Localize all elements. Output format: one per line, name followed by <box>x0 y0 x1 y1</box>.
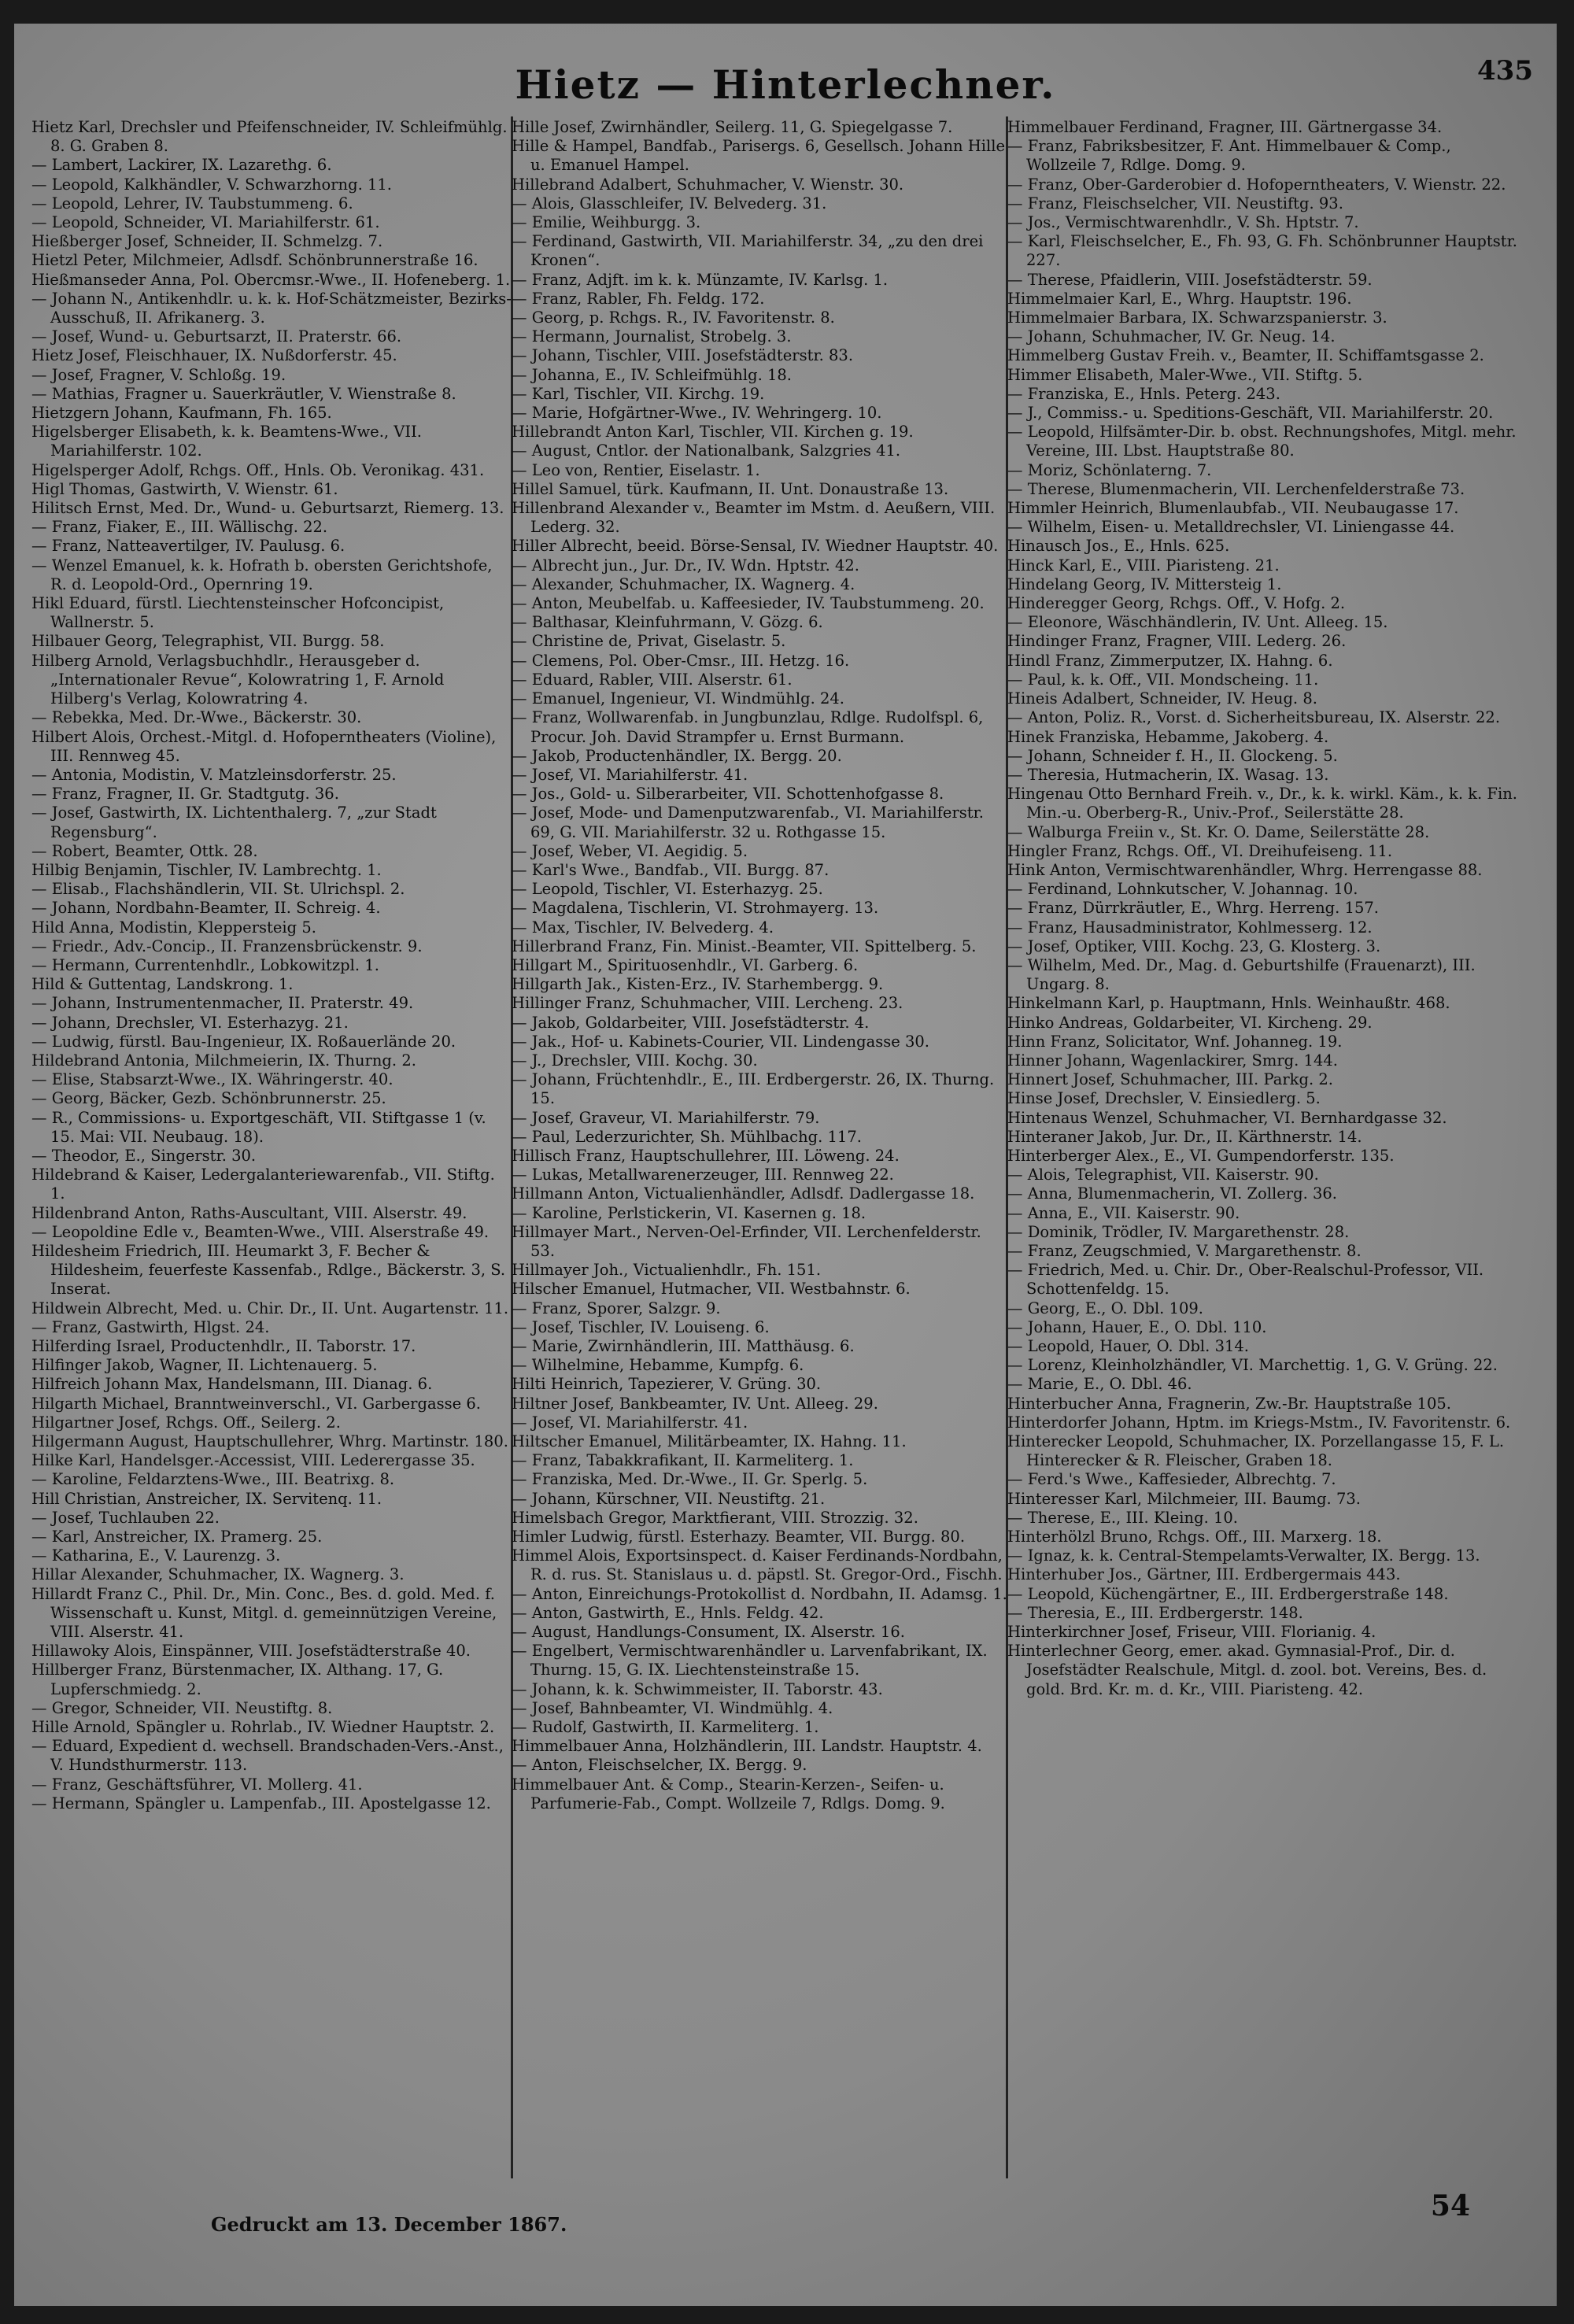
directory-entry: — Leopold, Schneider, VI. Mariahilferstr. 61. <box>31 213 380 232</box>
directory-entry: Himmelmaier Karl, E., Whrg. Hauptstr. 196. <box>1007 289 1352 308</box>
directory-entry: — Ferdinand, Gastwirth, VII. Mariahilferstr. 34, „zu den drei Kronen“. <box>512 232 984 270</box>
directory-entry: Hilgermann August, Hauptschullehrer, Whrg. Martinstr. 180. <box>31 1432 508 1451</box>
directory-entry: — Josef, Tuchlauben 22. <box>31 1508 220 1527</box>
directory-entry: — Marie, Hofgärtner-Wwe., IV. Wehringerg. 10. <box>512 404 882 423</box>
directory-entry: Hinnert Josef, Schuhmacher, III. Parkg. 2. <box>1007 1070 1333 1089</box>
directory-entry: Hintenaus Wenzel, Schuhmacher, VI. Bernhardgasse 32. <box>1007 1108 1447 1127</box>
directory-entry: Himmel Alois, Exportsinspect. d. Kaiser Ferdinands-Nordbahn, R. d. rus. St. Stanislaus u. d. päpstl. St. Gregor-Ord., Fischh. <box>512 1546 1003 1584</box>
directory-entry: — Josef, Wund- u. Geburtsarzt, II. Praterstr. 66. <box>31 327 402 346</box>
directory-entry: Hillgart M., Spirituosenhdlr., VI. Garberg. 6. <box>512 955 859 974</box>
directory-entry: Hill Christian, Anstreicher, IX. Servitenq. 11. <box>31 1489 382 1508</box>
directory-entry: — Hermann, Currentenhdlr., Lobkowitzpl. 1. <box>31 955 379 974</box>
directory-entry: — Lambert, Lackirer, IX. Lazarethg. 6. <box>31 156 332 175</box>
directory-entry: Himler Ludwig, fürstl. Esterhazy. Beamter, VII. Burgg. 80. <box>512 1528 966 1546</box>
directory-entry: Hinteresser Karl, Milchmeier, III. Baumg. 73. <box>1007 1489 1361 1508</box>
directory-entry: — Johann N., Antikenhdlr. u. k. k. Hof-Schätzmeister, Bezirks-Ausschuß, II. Afrikanerg. 3. <box>31 289 512 327</box>
directory-entry: Hildesheim Friedrich, III. Heumarkt 3, F. Becher & Hildesheim, feuerfeste Kassenfab., Rdlge., Bäckerstr. 3, S. Inserat. <box>31 1241 506 1299</box>
directory-entry: Himelsbach Gregor, Marktfierant, VIII. Strozzig. 32. <box>512 1508 918 1527</box>
directory-entry: — Jos., Gold- u. Silberarbeiter, VII. Schottenhofgasse 8. <box>512 785 944 804</box>
column-1 <box>31 118 512 2180</box>
directory-entry: — Johann, Schuhmacher, IV. Gr. Neug. 14. <box>1007 327 1336 346</box>
directory-entry: Himmelberg Gustav Freih. v., Beamter, II. Schiffamtsgasse 2. <box>1007 346 1484 365</box>
directory-entry: — Eduard, Rabler, VIII. Alserstr. 61. <box>512 670 793 689</box>
directory-entry: Hildebrand & Kaiser, Ledergalanteriewarenfab., VII. Stiftg. 1. <box>31 1166 495 1203</box>
directory-entry: Hillenbrand Alexander v., Beamter im Mstm. d. Aeußern, VIII. Lederg. 32. <box>512 499 996 537</box>
directory-entry: — Elise, Stabsarzt-Wwe., IX. Währingerstr. 40. <box>31 1070 394 1089</box>
directory-entry: Hilbig Benjamin, Tischler, IV. Lambrechtg. 1. <box>31 860 382 879</box>
directory-entry: — Karoline, Perlstickerin, VI. Kasernen g. 18. <box>512 1203 866 1222</box>
directory-entry: — Franz, Tabakkrafikant, II. Karmeliterg. 1. <box>512 1451 854 1470</box>
directory-entry: — Franz, Hausadministrator, Kohlmesserg. 12. <box>1007 918 1373 937</box>
directory-entry: — Anton, Poliz. R., Vorst. d. Sicherheitsbureau, IX. Alserstr. 22. <box>1007 708 1501 727</box>
directory-entry: — Moriz, Schönlaterng. 7. <box>1007 460 1212 479</box>
directory-entry: Hillmann Anton, Victualienhändler, Adlsdf. Dadlergasse 18. <box>512 1184 975 1203</box>
directory-entry: — Johanna, E., IV. Schleifmühlg. 18. <box>512 365 792 384</box>
directory-entry: — Franz, Sporer, Salzgr. 9. <box>512 1299 721 1317</box>
directory-entry: Hiller Albrecht, beeid. Börse-Sensal, IV. Wiedner Hauptstr. 40. <box>512 537 999 556</box>
directory-entry: — Franziska, Med. Dr.-Wwe., II. Gr. Sperlg. 5. <box>512 1470 868 1489</box>
directory-entry: Hinterkirchner Josef, Friseur, VIII. Florianig. 4. <box>1007 1623 1376 1642</box>
directory-entry: — Emanuel, Ingenieur, VI. Windmühlg. 24. <box>512 689 844 708</box>
column-2 <box>512 118 1007 2180</box>
directory-entry: — Franz, Adjft. im k. k. Münzamte, IV. Karlsg. 1. <box>512 270 889 289</box>
directory-entry: — Wenzel Emanuel, k. k. Hofrath b. obersten Gerichtshofe, R. d. Leopold-Ord., Opernring 19. <box>31 556 493 593</box>
directory-entry: Hinek Franziska, Hebamme, Jakoberg. 4. <box>1007 727 1329 746</box>
page-number: 435 <box>1477 55 1533 87</box>
directory-entry: — Friedrich, Med. u. Chir. Dr., Ober-Realschul-Professor, VII. Schottenfeldg. 15. <box>1007 1261 1484 1299</box>
directory-entry: — Engelbert, Vermischtwarenhändler u. Larvenfabrikant, IX. Thurng. 15, G. IX. Liechtensteinstraße 15. <box>512 1642 988 1679</box>
directory-entry: — Anton, Fleischselcher, IX. Bergg. 9. <box>512 1756 807 1775</box>
directory-entry: — Josef, Bahnbeamter, VI. Windmühlg. 4. <box>512 1698 833 1717</box>
directory-entry: Hillmayer Mart., Nerven-Oel-Erfinder, VII. Lerchenfelderstr. 53. <box>512 1222 981 1260</box>
directory-entry: — Paul, Lederzurichter, Sh. Mühlbachg. 117. <box>512 1127 862 1146</box>
directory-entry: Hillerbrand Franz, Fin. Minist.-Beamter, VII. Spittelberg. 5. <box>512 937 977 955</box>
directory-entry: Hinterecker Leopold, Schuhmacher, IX. Porzellangasse 15, F. L. Hinterecker & R. Fleischer, Graben 18. <box>1007 1432 1505 1470</box>
directory-entry: Hillawoky Alois, Einspänner, VIII. Josefstädterstraße 40. <box>31 1642 471 1661</box>
directory-entry: — Anna, Blumenmacherin, VI. Zollerg. 36. <box>1007 1184 1337 1203</box>
directory-entry: — Elisab., Flachshändlerin, VII. St. Ulrichspl. 2. <box>31 880 405 899</box>
directory-entry: — Hermann, Journalist, Strobelg. 3. <box>512 327 792 346</box>
directory-entry: Hild Anna, Modistin, Kleppersteig 5. <box>31 918 316 937</box>
directory-entry: Hikl Eduard, fürstl. Liechtensteinscher Hofconcipist, Wallnerstr. 5. <box>31 594 445 632</box>
directory-entry: Hilke Karl, Handelsger.-Accessist, VIII. Lederergasse 35. <box>31 1451 475 1470</box>
directory-entry: — Leopold, Lehrer, IV. Taubstummeng. 6. <box>31 194 353 212</box>
directory-entry: — Leopold, Küchengärtner, E., III. Erdbergerstraße 148. <box>1007 1584 1449 1603</box>
directory-entry: Hinn Franz, Solicitator, Wnf. Johanneg. 19. <box>1007 1032 1343 1051</box>
page-header <box>14 47 1557 108</box>
directory-entry: — R., Commissions- u. Exportgeschäft, VII. Stiftgasse 1 (v. 15. Mai: VII. Neubaug. 18). <box>31 1108 486 1146</box>
directory-entry: Higelsberger Elisabeth, k. k. Beamtens-Wwe., VII. Mariahilferstr. 102. <box>31 423 422 460</box>
directory-entry: — Johann, Kürschner, VII. Neustiftg. 21. <box>512 1489 826 1508</box>
directory-entry: Hinck Karl, E., VIII. Piaristeng. 21. <box>1007 556 1280 575</box>
directory-entry: — Josef, Weber, VI. Aegidig. 5. <box>512 841 748 860</box>
directory-entry: — Mathias, Fragner u. Sauerkräutler, V. Wienstraße 8. <box>31 384 456 403</box>
directory-entry: — Paul, k. k. Off., VII. Mondscheing. 11. <box>1007 670 1319 689</box>
directory-entry: — Leopoldine Edle v., Beamten-Wwe., VIII. Alserstraße 49. <box>31 1222 490 1241</box>
directory-entry: Hinteraner Jakob, Jur. Dr., II. Kärthnerstr. 14. <box>1007 1127 1362 1146</box>
directory-entry: Higl Thomas, Gastwirth, V. Wienstr. 61. <box>31 479 338 498</box>
directory-entry: — Georg, p. Rchgs. R., IV. Favoritenstr. 8. <box>512 309 835 327</box>
directory-entry: — Johann, k. k. Schwimmeister, II. Taborstr. 43. <box>512 1679 883 1698</box>
directory-entry: Hildenbrand Anton, Raths-Auscultant, VIII. Alserstr. 49. <box>31 1203 467 1222</box>
directory-entry: — Anton, Einreichungs-Protokollist d. Nordbahn, II. Adamsg. 1. <box>512 1584 1007 1603</box>
directory-entry: — Ferd.'s Wwe., Kaffesieder, Albrechtg. 7. <box>1007 1470 1336 1489</box>
directory-entry: Hillebrand Adalbert, Schuhmacher, V. Wienstr. 30. <box>512 175 904 194</box>
directory-entry: — Jakob, Productenhändler, IX. Bergg. 20. <box>512 746 842 765</box>
directory-entry: — Franz, Fiaker, E., III. Wällischg. 22. <box>31 518 328 537</box>
directory-page <box>14 24 1557 2306</box>
directory-entry: — Franz, Wollwarenfab. in Jungbunzlau, Rdlge. Rudolfspl. 6, Procur. Joh. David Strampfer u. Ernst Burmann. <box>512 708 984 746</box>
directory-entry: — Josef, Fragner, V. Schloßg. 19. <box>31 365 286 384</box>
directory-entry: Hinterbucher Anna, Fragnerin, Zw.-Br. Hauptstraße 105. <box>1007 1394 1451 1413</box>
directory-entry: — Hermann, Spängler u. Lampenfab., III. Apostelgasse 12. <box>31 1794 491 1812</box>
directory-entry: — Georg, Bäcker, Gezb. Schönbrunnerstr. 25. <box>31 1089 386 1108</box>
directory-entry: — Alois, Glasschleifer, IV. Belvederg. 31. <box>512 194 827 212</box>
directory-entry: — Magdalena, Tischlerin, VI. Strohmayerg. 13. <box>512 899 879 918</box>
directory-entry: — Albrecht jun., Jur. Dr., IV. Wdn. Hptstr. 42. <box>512 556 860 575</box>
directory-entry: Hilberg Arnold, Verlagsbuchhdlr., Herausgeber d. „Internationaler Revue“, Kolowratring 1, F. Arnold Hilberg's Verlag, Kolowratring 4. <box>31 651 445 708</box>
directory-entry: Hillgarth Jak., Kisten-Erz., IV. Starhembergg. 9. <box>512 975 884 994</box>
directory-entry: — Josef, Gastwirth, IX. Lichtenthalerg. 7, „zur Stadt Regensburg“. <box>31 804 437 841</box>
directory-entry: Hiltscher Emanuel, Militärbeamter, IX. Hahng. 11. <box>512 1432 907 1451</box>
directory-entry: — Leopold, Hilfsämter-Dir. b. obst. Rechnungshofes, Mitgl. mehr. Vereine, III. Lbst. Hauptstraße 80. <box>1007 423 1517 460</box>
directory-entry: Hillberger Franz, Bürstenmacher, IX. Althang. 17, G. Lupferschmiedg. 2. <box>31 1661 444 1698</box>
directory-entry: Hinderegger Georg, Rchgs. Off., V. Hofg. 2. <box>1007 594 1346 613</box>
directory-entry: — Jak., Hof- u. Kabinets-Courier, VII. Lindengasse 30. <box>512 1032 929 1051</box>
directory-entry: — August, Handlungs-Consument, IX. Alserstr. 16. <box>512 1623 905 1642</box>
directory-entry: — Leo von, Rentier, Eiselastr. 1. <box>512 460 760 479</box>
directory-entry: Hilti Heinrich, Tapezierer, V. Grüng. 30. <box>512 1375 822 1394</box>
directory-entry: — Rebekka, Med. Dr.-Wwe., Bäckerstr. 30. <box>31 708 362 727</box>
directory-entry: Hietz Josef, Fleischhauer, IX. Nußdorferstr. 45. <box>31 346 397 365</box>
directory-entry: Hietzl Peter, Milchmeier, Adlsdf. Schönbrunnerstraße 16. <box>31 251 478 270</box>
directory-entry: — Ferdinand, Lohnkutscher, V. Johannag. 10. <box>1007 880 1358 899</box>
directory-entry: — Johann, Früchtenhdlr., E., III. Erdbergerstr. 26, IX. Thurng. 15. <box>512 1070 995 1108</box>
directory-entry: — Karoline, Feldarztens-Wwe., III. Beatrixg. 8. <box>31 1470 395 1489</box>
directory-entry: — Alois, Telegraphist, VII. Kaiserstr. 90. <box>1007 1166 1319 1184</box>
directory-entry: — Franz, Geschäftsführer, VI. Mollerg. 41. <box>31 1775 363 1794</box>
directory-entry: Hild & Guttentag, Landskrong. 1. <box>31 975 294 994</box>
directory-entry: — Robert, Beamter, Ottk. 28. <box>31 841 258 860</box>
directory-entry: Hillar Alexander, Schuhmacher, IX. Wagnerg. 3. <box>31 1565 405 1584</box>
directory-entry: Hinterdorfer Johann, Hptm. im Kriegs-Mstm., IV. Favoritenstr. 6. <box>1007 1413 1511 1432</box>
directory-entry: Hilbert Alois, Orchest.-Mitgl. d. Hofoperntheaters (Violine), III. Rennweg 45. <box>31 727 497 765</box>
directory-entry: — J., Commiss.- u. Speditions-Geschäft, VII. Mariahilferstr. 20. <box>1007 404 1494 423</box>
directory-entry: — Josef, Tischler, IV. Louiseng. 6. <box>512 1317 770 1336</box>
directory-entry: — Franz, Zeugschmied, V. Margarethenstr. 8. <box>1007 1241 1362 1260</box>
directory-entry: — Jos., Vermischtwarenhdlr., V. Sh. Hptstr. 7. <box>1007 213 1359 232</box>
directory-entry: — Franz, Dürrkräutler, E., Whrg. Herreng. 157. <box>1007 899 1379 918</box>
directory-entry: — August, Cntlor. der Nationalbank, Salzgries 41. <box>512 442 901 460</box>
directory-entry: — Marie, E., O. Dbl. 46. <box>1007 1375 1192 1394</box>
directory-entry: — Gregor, Schneider, VII. Neustiftg. 8. <box>31 1698 333 1717</box>
directory-entry: Hindl Franz, Zimmerputzer, IX. Hahng. 6. <box>1007 651 1333 670</box>
directory-entry: Hingenau Otto Bernhard Freih. v., Dr., k. k. wirkl. Käm., k. k. Fin. Min.-u. Oberberg-R., Univ.-Prof., Seilerstätte 28. <box>1007 785 1517 822</box>
directory-entry: — Lukas, Metallwarenerzeuger, III. Rennweg 22. <box>512 1166 894 1184</box>
directory-entry: Hinausch Jos., E., Hnls. 625. <box>1007 537 1230 556</box>
directory-entry: Hildwein Albrecht, Med. u. Chir. Dr., II. Unt. Augartenstr. 11. <box>31 1299 509 1317</box>
directory-entry: — Antonia, Modistin, V. Matzleinsdorferstr. 25. <box>31 765 397 784</box>
directory-entry: Hille Josef, Zwirnhändler, Seilerg. 11, G. Spiegelgasse 7. <box>512 118 953 136</box>
directory-entry: — Franz, Ober-Garderobier d. Hofoperntheaters, V. Wienstr. 22. <box>1007 175 1506 194</box>
running-head: Hietz — Hinterlechner. <box>515 61 1056 108</box>
directory-entry: — Marie, Zwirnhändlerin, III. Matthäusg. 6. <box>512 1337 855 1355</box>
directory-entry: — Wilhelm, Eisen- u. Metalldrechsler, VI. Liniengasse 44. <box>1007 518 1455 537</box>
directory-entry: — Theodor, E., Singerstr. 30. <box>31 1146 257 1165</box>
directory-entry: — Karl's Wwe., Bandfab., VII. Burgg. 87. <box>512 860 829 879</box>
directory-entry: Hillardt Franz C., Phil. Dr., Min. Conc., Bes. d. gold. Med. f. Wissenschaft u. Kunst, Mitgl. d. gemeinnützigen Vereine, VIII. Alserstr. 41. <box>31 1584 497 1642</box>
directory-entry: Hilgartner Josef, Rchgs. Off., Seilerg. 2. <box>31 1413 341 1432</box>
directory-entry: Hilbauer Georg, Telegraphist, VII. Burgg. 58. <box>31 632 385 651</box>
directory-entry: Hilitsch Ernst, Med. Dr., Wund- u. Geburtsarzt, Riemerg. 13. <box>31 499 504 518</box>
directory-entry: Hinterberger Alex., E., VI. Gumpendorferstr. 135. <box>1007 1146 1395 1165</box>
directory-entry: Hinko Andreas, Goldarbeiter, VI. Kircheng. 29. <box>1007 1013 1373 1032</box>
directory-entry: Hilscher Emanuel, Hutmacher, VII. Westbahnstr. 6. <box>512 1280 911 1299</box>
directory-entry: — Emilie, Weihburgg. 3. <box>512 213 701 232</box>
directory-entry: — Franz, Fabriksbesitzer, F. Ant. Himmelbauer & Comp., Wollzeile 7, Rdlge. Domg. 9. <box>1007 137 1451 175</box>
directory-entry: — Franz, Natteavertilger, IV. Paulusg. 6. <box>31 537 345 556</box>
directory-entry: — Johann, Nordbahn-Beamter, II. Schreig. 4. <box>31 899 381 918</box>
directory-entry: Hille Arnold, Spängler u. Rohrlab., IV. Wiedner Hauptstr. 2. <box>31 1718 495 1737</box>
directory-entry: — Theresia, Hutmacherin, IX. Wasag. 13. <box>1007 765 1329 784</box>
directory-entry: — Christine de, Privat, Giselastr. 5. <box>512 632 786 651</box>
directory-entry: — Ludwig, fürstl. Bau-Ingenieur, IX. Roßauerlände 20. <box>31 1032 456 1051</box>
directory-entry: Hillel Samuel, türk. Kaufmann, II. Unt. Donaustraße 13. <box>512 479 949 498</box>
directory-entry: Hilfinger Jakob, Wagner, II. Lichtenauerg. 5. <box>31 1356 378 1375</box>
directory-entry: Hilfreich Johann Max, Handelsmann, III. Dianag. 6. <box>31 1375 433 1394</box>
directory-entry: Hille & Hampel, Bandfab., Parisergs. 6, Gesellsch. Johann Hille u. Emanuel Hampel. <box>512 137 1006 175</box>
directory-entry: — Ignaz, k. k. Central-Stempelamts-Verwalter, IX. Bergg. 13. <box>1007 1546 1480 1565</box>
directory-entry: Hillebrandt Anton Karl, Tischler, VII. Kirchen g. 19. <box>512 423 914 442</box>
directory-entry: — J., Drechsler, VIII. Kochg. 30. <box>512 1051 758 1070</box>
directory-entry: — Lorenz, Kleinholzhändler, VI. Marchettig. 1, G. V. Grüng. 22. <box>1007 1356 1498 1375</box>
directory-entry: — Johann, Tischler, VIII. Josefstädterstr. 83. <box>512 346 854 365</box>
directory-entry: — Josef, Optiker, VIII. Kochg. 23, G. Klosterg. 3. <box>1007 937 1381 955</box>
directory-entry: — Josef, Graveur, VI. Mariahilferstr. 79. <box>512 1108 820 1127</box>
directory-entry: — Josef, Mode- und Damenputzwarenfab., VI. Mariahilferstr. 69, G. VII. Mariahilferstr. 32 u. Rothgasse 15. <box>512 804 984 841</box>
directory-entry: — Karl, Anstreicher, IX. Pramerg. 25. <box>31 1528 323 1546</box>
directory-entry: — Max, Tischler, IV. Belvederg. 4. <box>512 918 774 937</box>
directory-entry: — Johann, Instrumentenmacher, II. Praterstr. 49. <box>31 994 414 1013</box>
directory-entry: — Johann, Hauer, E., O. Dbl. 110. <box>1007 1317 1267 1336</box>
directory-entry: — Walburga Freiin v., St. Kr. O. Dame, Seilerstätte 28. <box>1007 822 1430 841</box>
directory-entry: — Eduard, Expedient d. wechsell. Brandschaden-Vers.-Anst., V. Hundsthurmerstr. 113. <box>31 1737 504 1775</box>
directory-entry: Hietzgern Johann, Kaufmann, Fh. 165. <box>31 404 332 423</box>
directory-entry: — Josef, VI. Mariahilferstr. 41. <box>512 1413 748 1432</box>
directory-entry: Hinkelmann Karl, p. Hauptmann, Hnls. Weinhaußtr. 468. <box>1007 994 1450 1013</box>
directory-entry: Himmler Heinrich, Blumenlaubfab., VII. Neubaugasse 17. <box>1007 499 1459 518</box>
directory-entry: Hink Anton, Vermischtwarenhändler, Whrg. Herrengasse 88. <box>1007 860 1483 879</box>
directory-entry: — Georg, E., O. Dbl. 109. <box>1007 1299 1203 1317</box>
directory-entry: — Alexander, Schuhmacher, IX. Wagnerg. 4. <box>512 575 855 593</box>
directory-entry: Hineis Adalbert, Schneider, IV. Heug. 8. <box>1007 689 1317 708</box>
directory-entry: Hillmayer Joh., Victualienhdlr., Fh. 151. <box>512 1261 822 1280</box>
directory-entry: — Johann, Schneider f. H., II. Glockeng. 5. <box>1007 746 1338 765</box>
directory-entry: — Friedr., Adv.-Concip., II. Franzensbrückenstr. 9. <box>31 937 423 955</box>
directory-entry: Himmelmaier Barbara, IX. Schwarzspanierstr. 3. <box>1007 309 1387 327</box>
directory-entry: — Franz, Fleischselcher, VII. Neustiftg. 93. <box>1007 194 1343 212</box>
directory-entry: Hindelang Georg, IV. Mittersteig 1. <box>1007 575 1282 593</box>
directory-entry: — Therese, Pfaidlerin, VIII. Josefstädterstr. 59. <box>1007 270 1373 289</box>
directory-entry: Higelsperger Adolf, Rchgs. Off., Hnls. Ob. Veronikag. 431. <box>31 460 485 479</box>
directory-entry: — Dominik, Trödler, IV. Margarethenstr. 28. <box>1007 1222 1350 1241</box>
directory-entry: — Katharina, E., V. Laurenzg. 3. <box>31 1546 281 1565</box>
directory-entry: — Franz, Gastwirth, Hlgst. 24. <box>31 1317 270 1336</box>
directory-entry: — Leopold, Kalkhändler, V. Schwarzhorng. 11. <box>31 175 392 194</box>
directory-entry: Hindinger Franz, Fragner, VIII. Lederg. 26. <box>1007 632 1347 651</box>
directory-entry: Hinterlechner Georg, emer. akad. Gymnasial-Prof., Dir. d. Josefstädter Realschule, Mitgl. d. zool. bot. Vereins, Bes. d. gold. Brd. Kr. m. d. Kr., VIII. Piaristeng. 42. <box>1007 1642 1487 1698</box>
directory-entry: Himmelbauer Ferdinand, Fragner, III. Gärtnergasse 34. <box>1007 118 1443 136</box>
directory-entry: — Josef, VI. Mariahilferstr. 41. <box>512 765 748 784</box>
directory-entry: — Franz, Fragner, II. Gr. Stadtgutg. 36. <box>31 785 339 804</box>
directory-entry: — Franz, Rabler, Fh. Feldg. 172. <box>512 289 765 308</box>
directory-entry: Hillinger Franz, Schuhmacher, VIII. Lercheng. 23. <box>512 994 903 1013</box>
directory-entry: Himmelbauer Anna, Holzhändlerin, III. Landstr. Hauptstr. 4. <box>512 1737 982 1756</box>
directory-entry: — Leopold, Hauer, O. Dbl. 314. <box>1007 1337 1249 1355</box>
directory-entry: — Clemens, Pol. Ober-Cmsr., III. Hetzg. 16. <box>512 651 850 670</box>
directory-entry: — Anna, E., VII. Kaiserstr. 90. <box>1007 1203 1240 1222</box>
directory-entry: — Rudolf, Gastwirth, II. Karmeliterg. 1. <box>512 1718 819 1737</box>
directory-entry: — Balthasar, Kleinfuhrmann, V. Gözg. 6. <box>512 613 823 632</box>
directory-entry: — Franziska, E., Hnls. Peterg. 243. <box>1007 384 1280 403</box>
directory-entry: Hießmanseder Anna, Pol. Obercmsr.-Wwe., II. Hofeneberg. 1. <box>31 270 511 289</box>
printed-date-note: Gedruckt am 13. December 1867. <box>211 2213 567 2236</box>
directory-entry: Hilgarth Michael, Branntweinverschl., VI. Garbergasse 6. <box>31 1394 481 1413</box>
directory-entry: — Therese, Blumenmacherin, VII. Lerchenfelderstraße 73. <box>1007 479 1465 498</box>
directory-entry: — Therese, E., III. Kleing. 10. <box>1007 1508 1238 1527</box>
directory-entry: Hilferding Israel, Productenhdlr., II. Taborstr. 17. <box>31 1337 416 1355</box>
directory-entry: Himmelbauer Ant. & Comp., Stearin-Kerzen-, Seifen- u. Parfumerie-Fab., Compt. Wollzeile 7, Rdlgs. Domg. 9. <box>512 1775 945 1812</box>
directory-entry: Hießberger Josef, Schneider, II. Schmelzg. 7. <box>31 232 383 251</box>
directory-entry: Hinterhuber Jos., Gärtner, III. Erdbergermais 443. <box>1007 1565 1401 1584</box>
directory-entry: Hiltner Josef, Bankbeamter, IV. Unt. Alleeg. 29. <box>512 1394 878 1413</box>
directory-entry: — Eleonore, Wäschhändlerin, IV. Unt. Alleeg. 15. <box>1007 613 1388 632</box>
directory-entry: — Johann, Drechsler, VI. Esterhazyg. 21. <box>31 1013 349 1032</box>
directory-entry: — Wilhelmine, Hebamme, Kumpfg. 6. <box>512 1356 804 1375</box>
directory-entry: — Karl, Fleischselcher, E., Fh. 93, G. Fh. Schönbrunner Hauptstr. 227. <box>1007 232 1517 270</box>
sheet-number: 54 <box>1430 2189 1470 2222</box>
directory-entry: — Anton, Gastwirth, E., Hnls. Feldg. 42. <box>512 1603 824 1622</box>
directory-entry: — Jakob, Goldarbeiter, VIII. Josefstädterstr. 4. <box>512 1013 870 1032</box>
directory-entry: — Leopold, Tischler, VI. Esterhazyg. 25. <box>512 880 823 899</box>
directory-entry: Hietz Karl, Drechsler und Pfeifenschneider, IV. Schleifmühlg. 8. G. Graben 8. <box>31 118 508 156</box>
directory-entry: — Karl, Tischler, VII. Kirchg. 19. <box>512 384 765 403</box>
directory-entry: Hinterhölzl Bruno, Rchgs. Off., III. Marxerg. 18. <box>1007 1528 1382 1546</box>
directory-entry: Hillisch Franz, Hauptschullehrer, III. Löweng. 24. <box>512 1146 900 1165</box>
directory-entry: Hildebrand Antonia, Milchmeierin, IX. Thurng. 2. <box>31 1051 416 1070</box>
directory-entry: Hinner Johann, Wagenlackirer, Smrg. 144. <box>1007 1051 1338 1070</box>
directory-entry: — Theresia, E., III. Erdbergerstr. 148. <box>1007 1603 1303 1622</box>
directory-entry: — Wilhelm, Med. Dr., Mag. d. Geburtshilfe (Frauenarzt), III. Ungarg. 8. <box>1007 955 1476 994</box>
directory-entry: — Anton, Meubelfab. u. Kaffeesieder, IV. Taubstummeng. 20. <box>512 594 985 613</box>
column-3 <box>1007 118 1519 2180</box>
directory-entry: Himmer Elisabeth, Maler-Wwe., VII. Stiftg. 5. <box>1007 365 1363 384</box>
directory-entry: Hingler Franz, Rchgs. Off., VI. Dreihufeiseng. 11. <box>1007 841 1393 860</box>
directory-entry: Hinse Josef, Drechsler, V. Einsiedlerg. 5. <box>1007 1089 1321 1108</box>
